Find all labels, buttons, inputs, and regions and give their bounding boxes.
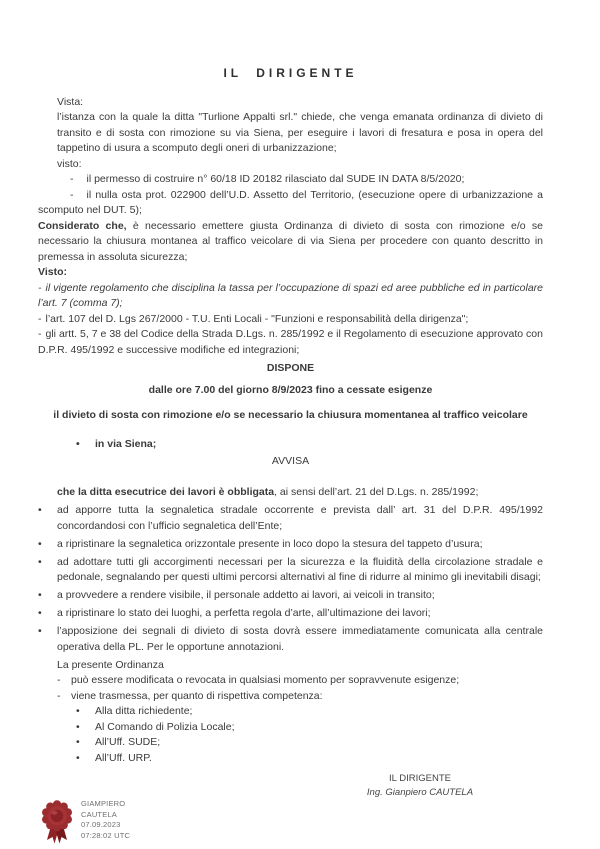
bullet-marker: • bbox=[38, 537, 42, 550]
obligation-item bbox=[38, 588, 543, 604]
avvisa-lead bbox=[57, 485, 543, 501]
bullet-marker: • bbox=[76, 437, 80, 450]
closing-item bbox=[57, 673, 543, 689]
obligation-item bbox=[38, 555, 543, 586]
vista-paragraph: l’istanza con la quale la ditta "Turlione Appalti srl." chiede, che venga emanata ordinanza di divieto di transito e di sosta con rimozione su via Siena, per eseguire i lavori di fresatura e posa in opera del tappetino di usura a scomputo degli oneri di urbanizzazione; bbox=[57, 111, 543, 154]
document-title: IL DIRIGENTE bbox=[223, 66, 358, 80]
obligation-text: a provvedere a rendere visibile, il personale addetto ai lavori, ai veicoli in transito; bbox=[57, 589, 435, 601]
visto-item-nulla-osta bbox=[38, 188, 543, 219]
obligation-text: a ripristinare la segnaletica orizzontale presente in loco dopo la stesura del tappeto d’usura; bbox=[57, 537, 483, 550]
seal-text-block bbox=[81, 799, 130, 841]
recipient-item bbox=[76, 735, 543, 751]
obligation-item bbox=[38, 537, 543, 553]
seal-date: 07.09.2023 bbox=[81, 820, 121, 829]
obligation-text: l’apposizione dei segnali di divieto di sosta dovrà essere immediatamente comunicata alla centrale operativa della PL. Per le opportune annotazioni. bbox=[57, 625, 543, 653]
signature-name: Ing. Gianpiero CAUTELA bbox=[366, 787, 474, 798]
recipient-text: All’Uff. SUDE; bbox=[95, 736, 161, 748]
visto-item-text: il nulla osta prot. 022900 dell’U.D. Assetto del Territorio, (esecuzione opere di urbanizzazione a scomputo nel DUT. 5); bbox=[38, 188, 543, 216]
recipient-item bbox=[76, 751, 543, 767]
visto-item-text: il permesso di costruire n° 60/18 ID 20182 rilasciato dal SUDE IN DATA 8/5/2020; bbox=[86, 173, 465, 185]
signature-block bbox=[355, 772, 485, 800]
bullet-marker: • bbox=[38, 589, 42, 601]
dispone-measure-line: il divieto di sosta con rimozione e/o se necessario la chiusura momentanea al traffico veicolare bbox=[53, 409, 528, 421]
avvisa-lead-bold: che la ditta esecutrice dei lavori è obbligata bbox=[57, 485, 275, 498]
bullet-marker: • bbox=[76, 751, 80, 764]
obligation-item bbox=[38, 503, 543, 534]
bullet-marker: • bbox=[76, 720, 80, 733]
dispone-date-line: dalle ore 7.00 del giorno 8/9/2023 fino a cessate esigenze bbox=[148, 383, 433, 396]
seal-signer-last-name: CAUTELA bbox=[81, 809, 117, 819]
red-rosette-ribbon-icon bbox=[40, 799, 74, 845]
bullet-marker: • bbox=[76, 705, 80, 717]
dispone-location-item bbox=[76, 437, 543, 453]
dash-marker: - bbox=[38, 328, 42, 340]
visto-item-permesso bbox=[38, 172, 543, 188]
visto-main-item-codice-strada bbox=[38, 327, 543, 358]
visto-main-item-art107 bbox=[38, 312, 543, 328]
dispone-location-text: in via Siena; bbox=[95, 437, 157, 450]
closing-intro: La presente Ordinanza bbox=[57, 658, 164, 671]
considerato-body: è necessario emettere giusta Ordinanza di divieto di sosta con rimozione e/o se necessario la chiusura montanea al traffico veicolare di via Siena per procedere con quanto descritto in premessa in assoluta sicurezza; bbox=[38, 219, 543, 263]
obligation-text: ad adottare tutti gli accorgimenti necessari per la sicurezza e la fluidità della circolazione stradale e pedonale, segnalando per questi ultimi percorsi alternativi al fine di ridurre al minimo gli inevitabili disagi; bbox=[57, 555, 543, 583]
considerato-paragraph bbox=[38, 219, 543, 266]
vista-label: Vista: bbox=[57, 95, 84, 108]
closing-item-text: viene trasmessa, per quanto di rispettiva competenza: bbox=[71, 689, 323, 702]
visto-lower-label: visto: bbox=[57, 157, 82, 170]
digital-signature-seal bbox=[40, 799, 130, 845]
bullet-marker: • bbox=[38, 555, 42, 568]
obligation-text: a ripristinare lo stato dei luoghi, a perfetta regola d’arte, all’ultimazione dei lavori; bbox=[57, 607, 431, 619]
dash-marker: - bbox=[70, 173, 74, 185]
signature-role: IL DIRIGENTE bbox=[389, 773, 451, 784]
visto-main-item-text: gli artt. 5, 7 e 38 del Codice della Strada D.Lgs. n. 285/1992 e il Regolamento di esecuzione approvato con D.P.R. 495/1992 e successive modifiche ed integrazioni; bbox=[38, 328, 543, 356]
closing-item bbox=[57, 689, 543, 705]
seal-signer-first-name: GIAMPIERO bbox=[81, 799, 126, 808]
dash-marker: - bbox=[38, 281, 42, 294]
bullet-marker: • bbox=[38, 625, 42, 637]
dash-marker: - bbox=[57, 689, 61, 702]
recipient-item bbox=[76, 704, 543, 720]
avvisa-heading: AVVISA bbox=[271, 455, 310, 467]
obligation-item bbox=[38, 606, 543, 622]
recipient-text: Alla ditta richiedente; bbox=[95, 705, 193, 717]
visto-main-item-text: il vigente regolamento che disciplina la tassa per l’occupazione di spazi ed aree pubbliche ed in particolare l’art. 7 (comma 7); bbox=[38, 281, 543, 309]
dash-marker: - bbox=[38, 312, 42, 325]
bullet-marker: • bbox=[38, 607, 42, 619]
dash-marker: - bbox=[57, 674, 61, 686]
recipient-text: All’Uff. URP. bbox=[95, 751, 152, 764]
dash-marker: - bbox=[70, 188, 74, 201]
avvisa-lead-rest: , ai sensi dell’art. 21 del D.Lgs. n. 285/1992; bbox=[274, 485, 479, 498]
bullet-marker: • bbox=[38, 504, 42, 516]
dispone-heading: DISPONE bbox=[266, 362, 315, 374]
visto-main-item-regolamento bbox=[38, 281, 543, 312]
visto-main-item-text: l’art. 107 del D. Lgs 267/2000 - T.U. Enti Locali - "Funzioni e responsabilità della dirigenza"; bbox=[45, 312, 469, 325]
obligation-item bbox=[38, 624, 543, 655]
obligation-text: ad apporre tutta la segnaletica stradale occorrente e prevista dall’ art. 31 del D.P.R. 495/1992 concordandosi con l’ufficio segnaletica dell’Ente; bbox=[57, 504, 543, 532]
recipient-item bbox=[76, 720, 543, 736]
closing-item-text: può essere modificata o revocata in qualsiasi momento per sopravvenute esigenze; bbox=[71, 674, 460, 686]
considerato-lead: Considerato che, bbox=[38, 219, 127, 232]
recipient-text: Al Comando di Polizia Locale; bbox=[95, 720, 235, 733]
seal-time: 07:28:02 UTC bbox=[81, 830, 131, 840]
visto-main-label: Visto: bbox=[38, 266, 67, 278]
bullet-marker: • bbox=[76, 736, 80, 748]
